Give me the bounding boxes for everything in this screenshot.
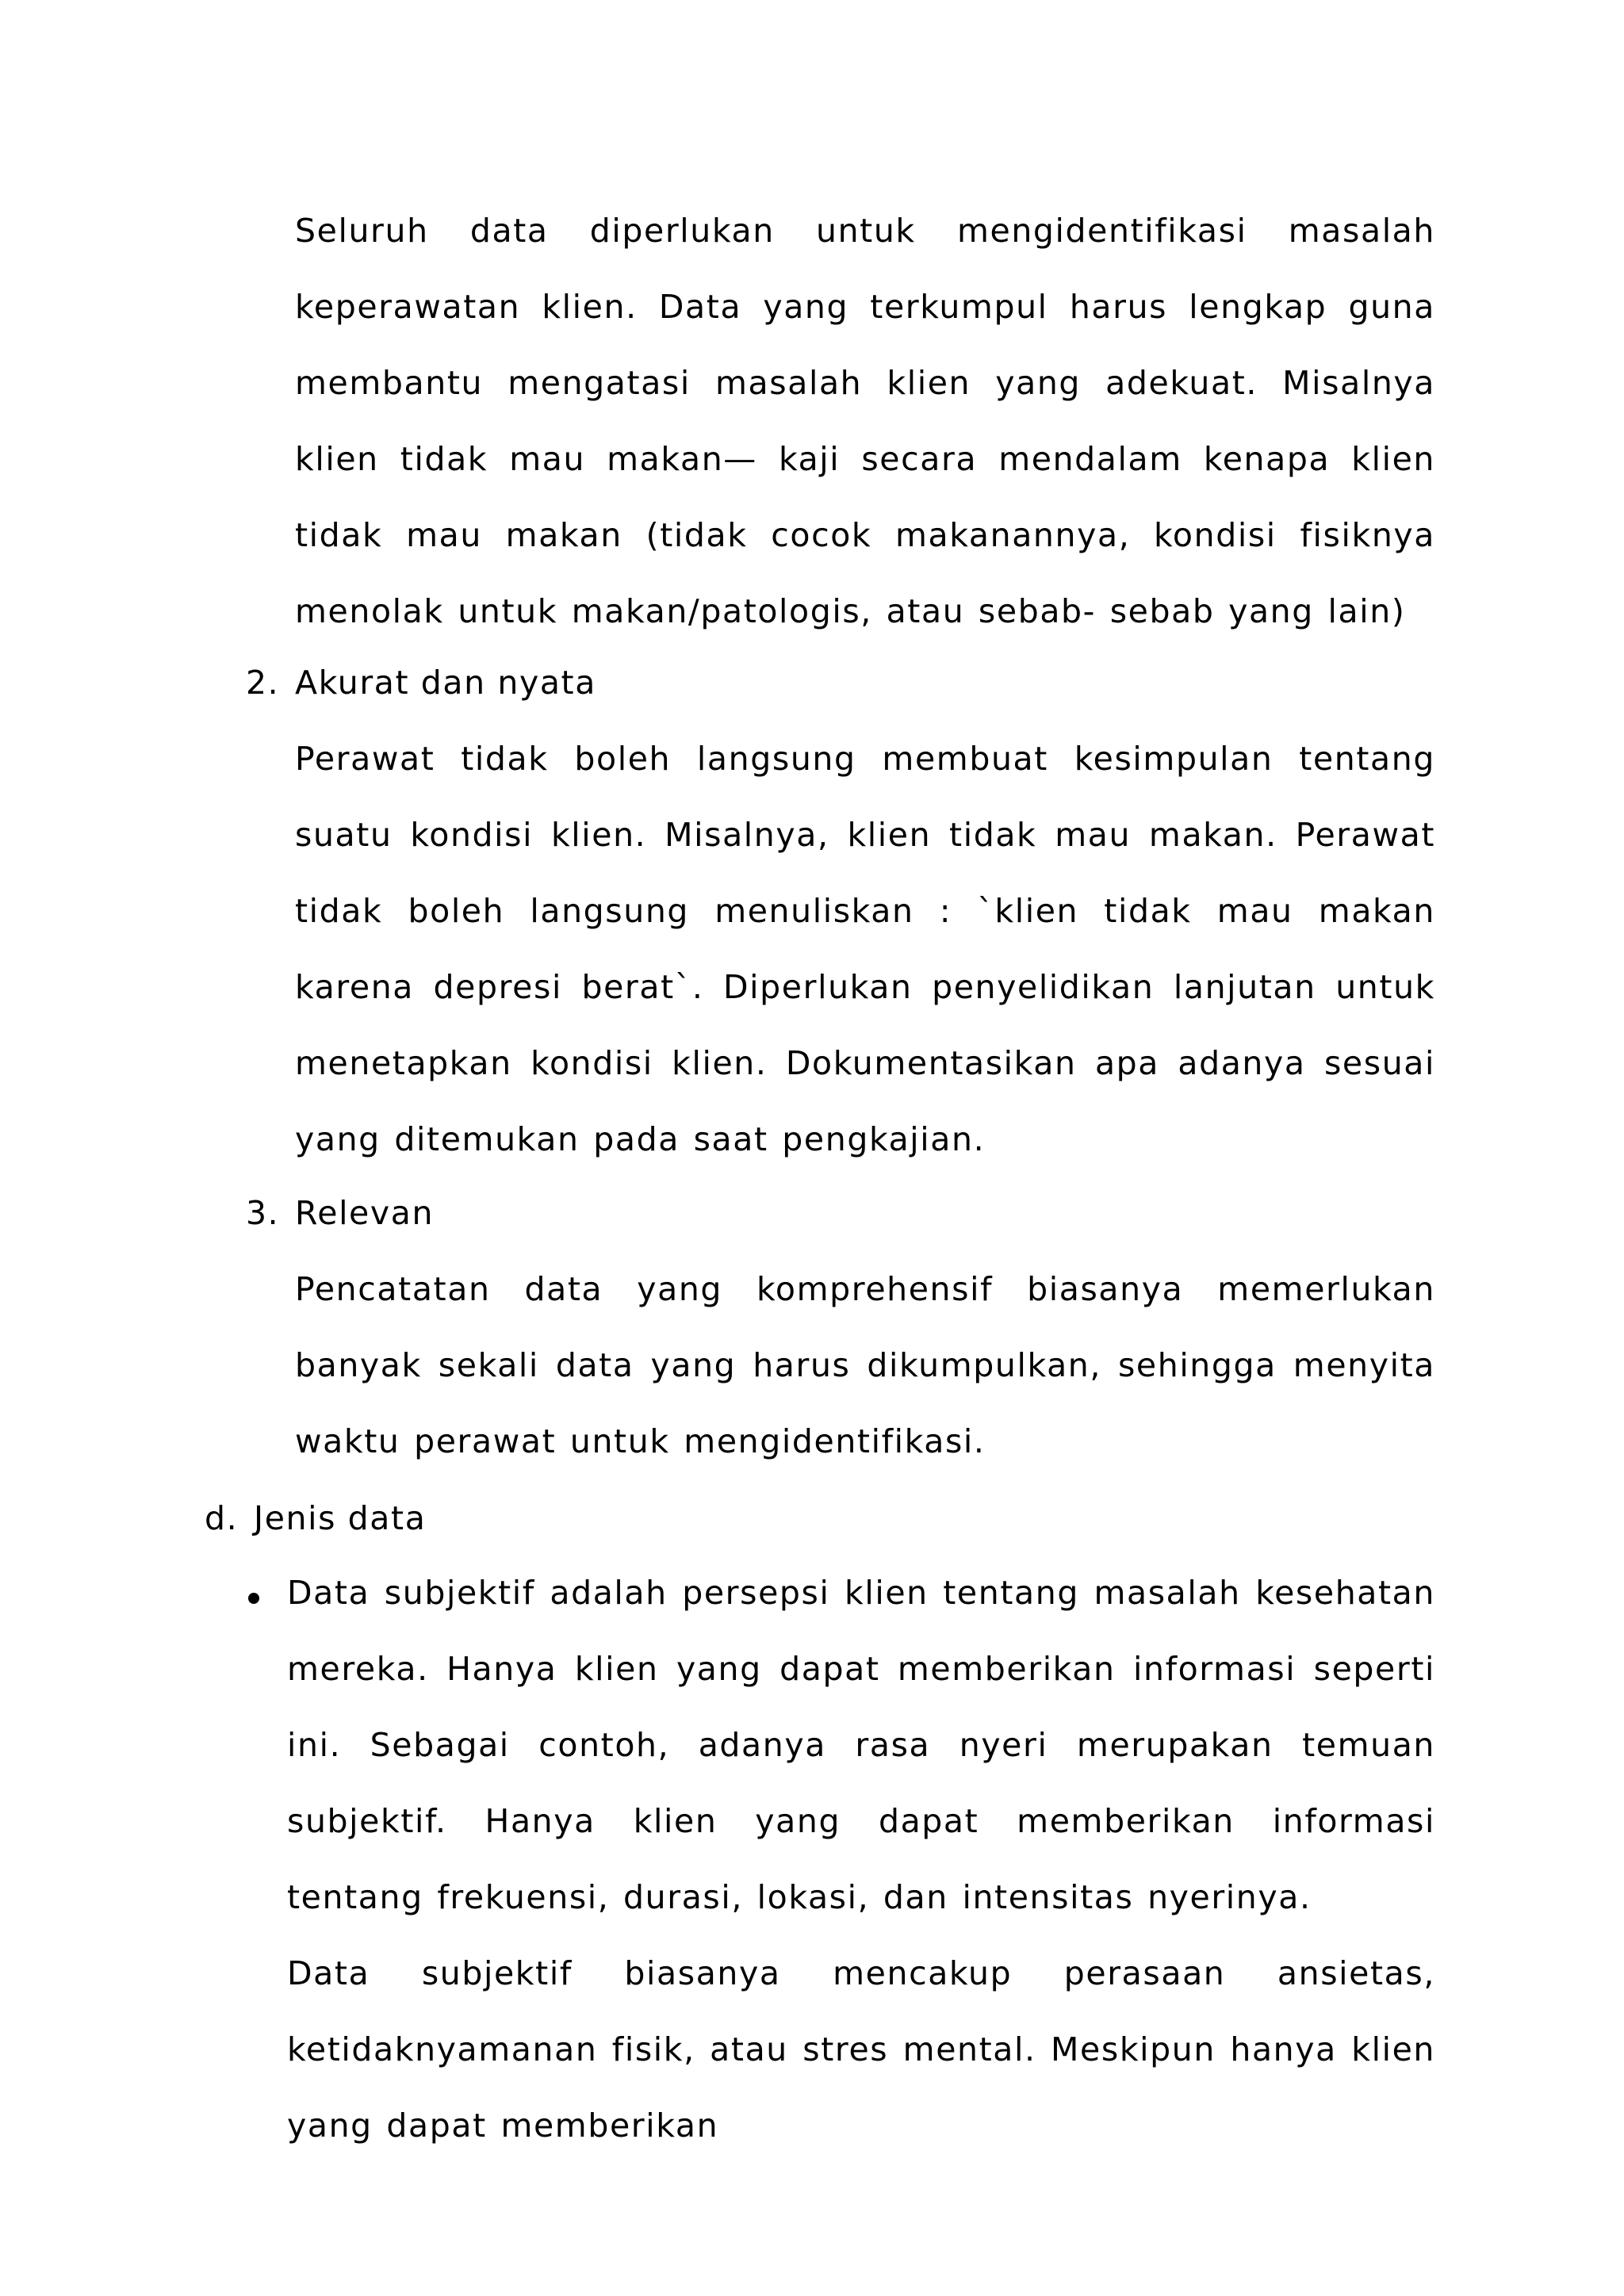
- bullet-icon: [248, 1593, 259, 1604]
- list-item-title: Relevan: [295, 1194, 435, 1232]
- section-title: Jenis data: [254, 1499, 427, 1537]
- item-2-body: Perawat tidak boleh langsung membuat kesimpulan tentang suatu kondisi klien. Misalnya, klien tidak mau makan. Perawat tidak boleh langsung menuliskan : `klien tidak mau makan karena depresi berat`. Diperlukan penyelidikan lanjutan untuk menetapkan kondisi klien. Dokumentasikan apa adanya sesuai yang ditemukan pada saat pengkajian.: [295, 740, 1435, 1158]
- list-item-title: Akurat dan nyata: [295, 664, 596, 702]
- list-item-number: 2.: [246, 664, 280, 702]
- intro-paragraph: Seluruh data diperlukan untuk mengidentifikasi masalah keperawatan klien. Data yang terkumpul harus lengkap guna membantu mengatasi masalah klien yang adekuat. Misalnya klien tidak mau makan— kaji secara mendalam kenapa klien tidak mau makan (tidak cocok makanannya, kondisi fisiknya menolak untuk makan/patologis, atau sebab- sebab yang lain): [295, 212, 1435, 630]
- section-letter: d.: [205, 1499, 239, 1537]
- list-item-number: 3.: [246, 1194, 280, 1232]
- bullet-paragraph-1: Data subjektif adalah persepsi klien tentang masalah kesehatan mereka. Hanya klien yang dapat memberikan informasi seperti ini. Sebagai contoh, adanya rasa nyeri merupakan temuan subjektif. Hanya klien yang dapat memberikan informasi tentang frekuensi, durasi, lokasi, dan intensitas nyerinya.: [287, 1574, 1435, 1916]
- bullet-paragraph-2: Data subjektif biasanya mencakup perasaan ansietas, ketidaknyamanan fisik, atau stres mental. Meskipun hanya klien yang dapat memberikan: [287, 1954, 1435, 2145]
- item-3-body: Pencatatan data yang komprehensif biasanya memerlukan banyak sekali data yang harus dikumpulkan, sehingga menyita waktu perawat untuk mengidentifikasi.: [295, 1270, 1435, 1460]
